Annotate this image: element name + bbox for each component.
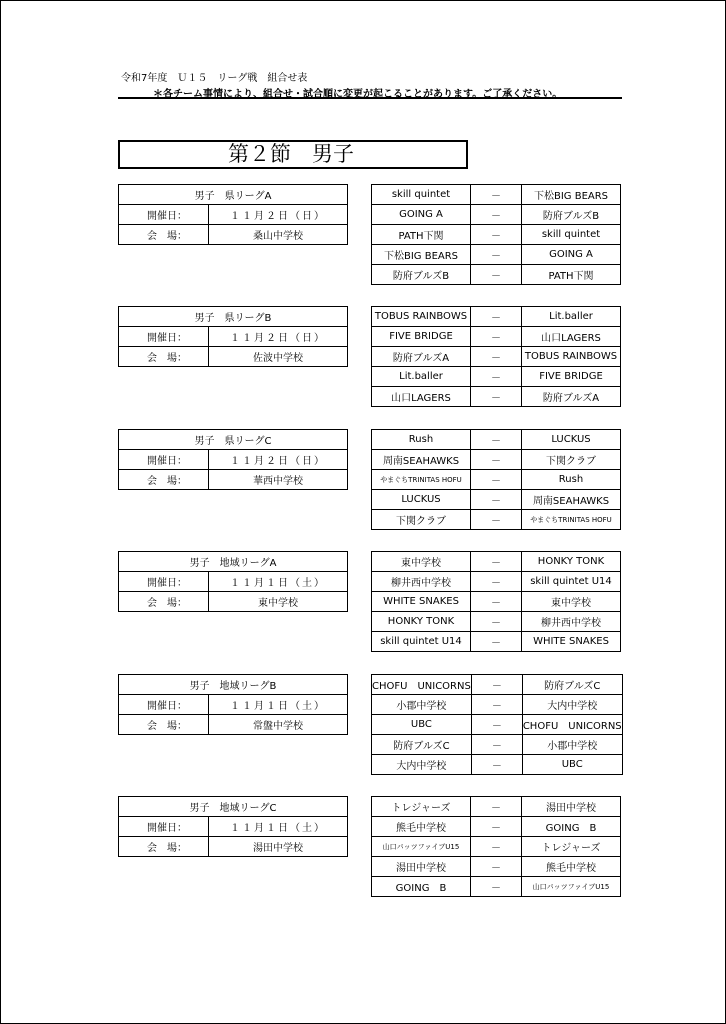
league-venue-row bbox=[119, 592, 348, 612]
away-team: FIVE BRIDGE bbox=[522, 367, 621, 387]
match-row bbox=[372, 817, 621, 837]
match-row bbox=[372, 592, 621, 612]
document-title: 令和7年度 Ｕ１５ リーグ戦 組合せ表 bbox=[121, 73, 308, 84]
away-team: skill quintet U14 bbox=[522, 572, 621, 592]
home-team: 周南SEAHAWKS bbox=[372, 450, 471, 470]
match-table bbox=[371, 551, 621, 652]
away-team: やまぐちTRINITAS HOFU bbox=[522, 510, 621, 530]
league-name: 男子 地域リーグA bbox=[119, 552, 348, 572]
versus-dash: － bbox=[471, 797, 522, 817]
match-row bbox=[372, 755, 623, 775]
home-team: 山口LAGERS bbox=[372, 387, 471, 407]
home-team: 湯田中学校 bbox=[372, 857, 471, 877]
match-row bbox=[372, 430, 621, 450]
match-row bbox=[372, 450, 621, 470]
away-team: 下関クラブ bbox=[522, 450, 621, 470]
versus-dash: － bbox=[471, 695, 522, 715]
home-team: 防府ブルズC bbox=[372, 735, 472, 755]
versus-dash: － bbox=[471, 387, 522, 407]
away-team: TOBUS RAINBOWS bbox=[522, 347, 621, 367]
match-row bbox=[372, 735, 623, 755]
league-name: 男子 県リーグC bbox=[119, 430, 348, 450]
match-row bbox=[372, 307, 621, 327]
versus-dash: － bbox=[471, 205, 522, 225]
versus-dash: － bbox=[471, 612, 522, 632]
league-date-row bbox=[119, 817, 348, 837]
versus-dash: － bbox=[471, 327, 522, 347]
away-team: 柳井西中学校 bbox=[522, 612, 621, 632]
league-date: １１月１日（土） bbox=[209, 572, 348, 592]
match-row bbox=[372, 572, 621, 592]
home-team: GOING B bbox=[372, 877, 471, 897]
venue-label: 会 場： bbox=[119, 837, 209, 857]
league-date-row bbox=[119, 572, 348, 592]
league-header-row bbox=[119, 797, 348, 817]
match-row bbox=[372, 347, 621, 367]
league-info-table bbox=[118, 796, 348, 857]
date-label: 開催日： bbox=[119, 327, 209, 347]
match-row bbox=[372, 675, 623, 695]
league-header-row bbox=[119, 675, 348, 695]
versus-dash: － bbox=[471, 347, 522, 367]
versus-dash: － bbox=[471, 735, 522, 755]
league-venue-row bbox=[119, 347, 348, 367]
versus-dash: － bbox=[471, 817, 522, 837]
home-team: 防府ブルズA bbox=[372, 347, 471, 367]
document-notice: ＊各チーム事情により、組合せ・試合順に変更が起こることがあります。ご了承ください。 bbox=[153, 89, 563, 100]
match-row bbox=[372, 327, 621, 347]
date-label: 開催日： bbox=[119, 450, 209, 470]
away-team: 山口パッツファイブU15 bbox=[522, 877, 621, 897]
home-team: やまぐちTRINITAS HOFU bbox=[372, 470, 471, 490]
match-row bbox=[372, 245, 621, 265]
league-date-row bbox=[119, 327, 348, 347]
match-row bbox=[372, 470, 621, 490]
versus-dash: － bbox=[471, 185, 522, 205]
match-row bbox=[372, 632, 621, 652]
venue-label: 会 場： bbox=[119, 715, 209, 735]
home-team: Rush bbox=[372, 430, 471, 450]
match-row bbox=[372, 797, 621, 817]
league-header-row bbox=[119, 552, 348, 572]
away-team: 湯田中学校 bbox=[522, 797, 621, 817]
league-date: １１月１日（土） bbox=[209, 695, 348, 715]
league-block bbox=[0, 551, 726, 651]
league-block bbox=[0, 184, 726, 284]
league-venue: 華西中学校 bbox=[209, 470, 348, 490]
versus-dash: － bbox=[471, 675, 522, 695]
versus-dash: － bbox=[471, 715, 522, 735]
league-name: 男子 県リーグB bbox=[119, 307, 348, 327]
away-team: WHITE SNAKES bbox=[522, 632, 621, 652]
match-row bbox=[372, 837, 621, 857]
venue-label: 会 場： bbox=[119, 470, 209, 490]
league-venue: 桑山中学校 bbox=[209, 225, 348, 245]
match-table bbox=[371, 306, 621, 407]
match-row bbox=[372, 857, 621, 877]
round-title-text: 第２節 男子 bbox=[228, 142, 354, 166]
match-table bbox=[371, 429, 621, 530]
date-label: 開催日： bbox=[119, 817, 209, 837]
match-row bbox=[372, 612, 621, 632]
away-team: CHOFU UNICORNS bbox=[522, 715, 622, 735]
match-row bbox=[372, 510, 621, 530]
league-venue-row bbox=[119, 715, 348, 735]
versus-dash: － bbox=[471, 470, 522, 490]
away-team: 防府ブルズB bbox=[522, 205, 621, 225]
league-name: 男子 県リーグA bbox=[119, 185, 348, 205]
versus-dash: － bbox=[471, 450, 522, 470]
versus-dash: － bbox=[471, 632, 522, 652]
home-team: 防府ブルズB bbox=[372, 265, 471, 285]
match-row bbox=[372, 185, 621, 205]
league-header-row bbox=[119, 430, 348, 450]
away-team: Lit.baller bbox=[522, 307, 621, 327]
away-team: 小郡中学校 bbox=[522, 735, 622, 755]
match-row bbox=[372, 265, 621, 285]
league-date-row bbox=[119, 450, 348, 470]
match-row bbox=[372, 225, 621, 245]
away-team: 防府ブルズC bbox=[522, 675, 622, 695]
league-date: １１月１日（土） bbox=[209, 817, 348, 837]
home-team: 下松BIG BEARS bbox=[372, 245, 471, 265]
away-team: GOING A bbox=[522, 245, 621, 265]
home-team: 下関クラブ bbox=[372, 510, 471, 530]
match-row bbox=[372, 205, 621, 225]
versus-dash: － bbox=[471, 572, 522, 592]
away-team: 東中学校 bbox=[522, 592, 621, 612]
league-date-row bbox=[119, 205, 348, 225]
home-team: CHOFU UNICORNS bbox=[372, 675, 472, 695]
venue-label: 会 場： bbox=[119, 225, 209, 245]
away-team: LUCKUS bbox=[522, 430, 621, 450]
home-team: PATH下関 bbox=[372, 225, 471, 245]
versus-dash: － bbox=[471, 755, 522, 775]
match-table bbox=[371, 796, 621, 897]
match-row bbox=[372, 877, 621, 897]
league-name: 男子 地域リーグC bbox=[119, 797, 348, 817]
date-label: 開催日： bbox=[119, 695, 209, 715]
versus-dash: － bbox=[471, 592, 522, 612]
venue-label: 会 場： bbox=[119, 592, 209, 612]
home-team: 山口パッツファイブU15 bbox=[372, 837, 471, 857]
league-info-table bbox=[118, 429, 348, 490]
match-row bbox=[372, 552, 621, 572]
home-team: UBC bbox=[372, 715, 472, 735]
league-block bbox=[0, 306, 726, 406]
versus-dash: － bbox=[471, 857, 522, 877]
date-label: 開催日： bbox=[119, 572, 209, 592]
match-row bbox=[372, 695, 623, 715]
home-team: skill quintet bbox=[372, 185, 471, 205]
versus-dash: － bbox=[471, 367, 522, 387]
versus-dash: － bbox=[471, 225, 522, 245]
home-team: FIVE BRIDGE bbox=[372, 327, 471, 347]
league-name: 男子 地域リーグB bbox=[119, 675, 348, 695]
away-team: UBC bbox=[522, 755, 622, 775]
away-team: PATH下関 bbox=[522, 265, 621, 285]
match-row bbox=[372, 490, 621, 510]
home-team: WHITE SNAKES bbox=[372, 592, 471, 612]
league-info-table bbox=[118, 674, 348, 735]
league-header-row bbox=[119, 307, 348, 327]
league-venue-row bbox=[119, 837, 348, 857]
league-date-row bbox=[119, 695, 348, 715]
home-team: TOBUS RAINBOWS bbox=[372, 307, 471, 327]
away-team: HONKY TONK bbox=[522, 552, 621, 572]
away-team: 熊毛中学校 bbox=[522, 857, 621, 877]
league-date: １１月２日（日） bbox=[209, 205, 348, 225]
league-venue-row bbox=[119, 225, 348, 245]
league-venue: 常盤中学校 bbox=[209, 715, 348, 735]
home-team: 小郡中学校 bbox=[372, 695, 472, 715]
versus-dash: － bbox=[471, 877, 522, 897]
notice-underline bbox=[118, 97, 622, 99]
match-table bbox=[371, 184, 621, 285]
away-team: 大内中学校 bbox=[522, 695, 622, 715]
venue-label: 会 場： bbox=[119, 347, 209, 367]
league-info-table bbox=[118, 184, 348, 245]
league-venue: 佐波中学校 bbox=[209, 347, 348, 367]
league-venue: 湯田中学校 bbox=[209, 837, 348, 857]
home-team: 東中学校 bbox=[372, 552, 471, 572]
versus-dash: － bbox=[471, 307, 522, 327]
league-block bbox=[0, 674, 726, 774]
versus-dash: － bbox=[471, 245, 522, 265]
league-block bbox=[0, 796, 726, 896]
home-team: HONKY TONK bbox=[372, 612, 471, 632]
versus-dash: － bbox=[471, 510, 522, 530]
round-title bbox=[118, 140, 468, 169]
home-team: 大内中学校 bbox=[372, 755, 472, 775]
match-row bbox=[372, 715, 623, 735]
home-team: GOING A bbox=[372, 205, 471, 225]
league-venue-row bbox=[119, 470, 348, 490]
date-label: 開催日： bbox=[119, 205, 209, 225]
home-team: トレジャーズ bbox=[372, 797, 471, 817]
away-team: 周南SEAHAWKS bbox=[522, 490, 621, 510]
home-team: LUCKUS bbox=[372, 490, 471, 510]
home-team: 熊毛中学校 bbox=[372, 817, 471, 837]
versus-dash: － bbox=[471, 552, 522, 572]
league-date: １１月２日（日） bbox=[209, 450, 348, 470]
versus-dash: － bbox=[471, 265, 522, 285]
home-team: skill quintet U14 bbox=[372, 632, 471, 652]
away-team: GOING B bbox=[522, 817, 621, 837]
home-team: Lit.baller bbox=[372, 367, 471, 387]
away-team: 山口LAGERS bbox=[522, 327, 621, 347]
match-table bbox=[371, 674, 623, 775]
away-team: トレジャーズ bbox=[522, 837, 621, 857]
away-team: skill quintet bbox=[522, 225, 621, 245]
match-row bbox=[372, 367, 621, 387]
league-info-table bbox=[118, 306, 348, 367]
league-block bbox=[0, 429, 726, 529]
versus-dash: － bbox=[471, 837, 522, 857]
league-info-table bbox=[118, 551, 348, 612]
league-venue: 東中学校 bbox=[209, 592, 348, 612]
match-row bbox=[372, 387, 621, 407]
home-team: 柳井西中学校 bbox=[372, 572, 471, 592]
away-team: 下松BIG BEARS bbox=[522, 185, 621, 205]
versus-dash: － bbox=[471, 430, 522, 450]
league-date: １１月２日（日） bbox=[209, 327, 348, 347]
versus-dash: － bbox=[471, 490, 522, 510]
away-team: Rush bbox=[522, 470, 621, 490]
league-header-row bbox=[119, 185, 348, 205]
away-team: 防府ブルズA bbox=[522, 387, 621, 407]
